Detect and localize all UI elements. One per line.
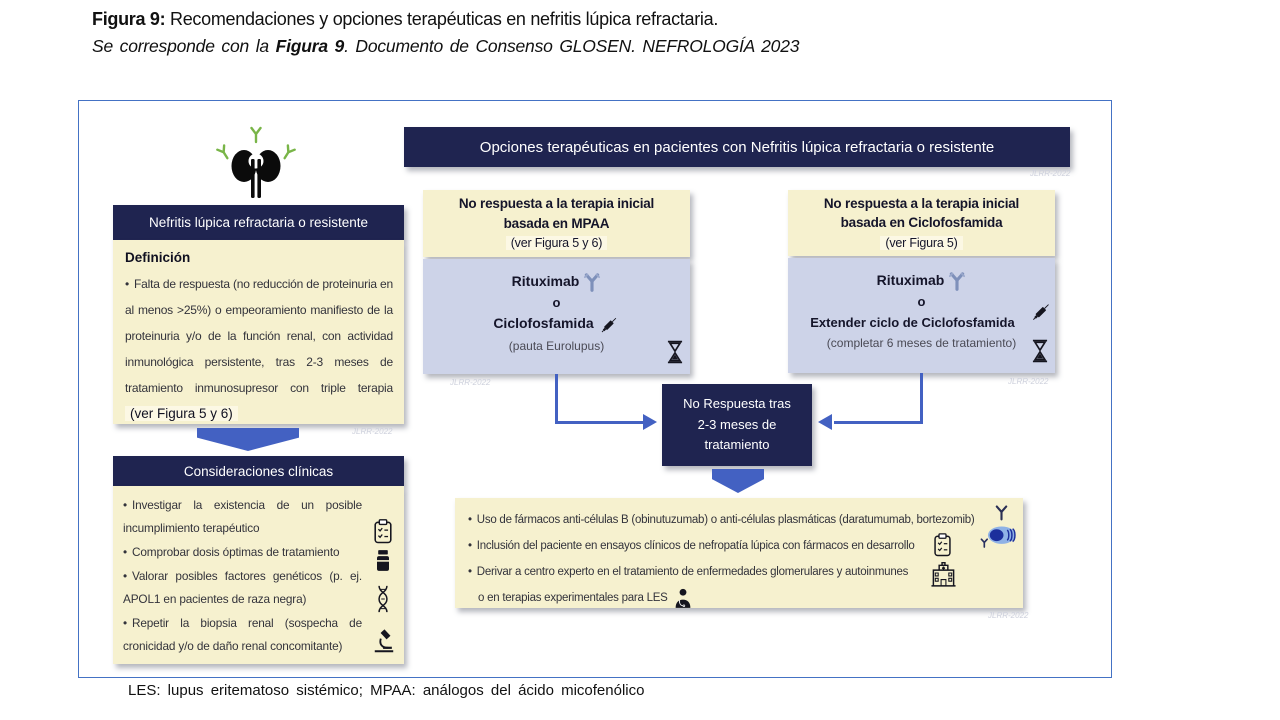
antibody-small-icon [994,504,1009,521]
treatment-option1: Rituximab [876,272,945,288]
condition-mpaa-text: No respuesta a la terapia inicial basada en MPAA [458,196,655,231]
treatment-connector: o [552,295,561,311]
subcaption-rest: . Documento de Consenso GLOSEN. NEFROLOGÍA 2023 [344,36,800,56]
consideration-text: Investigar la existencia de un posible incumplimiento terapéutico [123,498,362,535]
condition-cyc-ref: (ver Figura 5) [880,236,962,250]
option-text: Derivar a centro experto en el tratamiento de enfermedades glomerulares y autoinmunes [476,566,909,578]
syringe-icon [1029,300,1053,324]
option-item [468,585,1009,611]
option-item [468,507,1009,533]
plasma-cell-icon [977,522,1019,552]
definition-figure-ref: (ver Figura 5 y 6) [125,406,238,421]
subcaption-pre: Se corresponde con la [92,36,276,56]
option-text: Inclusión del paciente en ensayos clínicos de nefropatía lúpica con fármacos en desarrollo [476,540,915,552]
consideration-item [123,565,396,611]
refractory-options-box [455,498,1023,608]
option-item [468,533,1009,559]
considerations-box [113,486,404,664]
definition-text [125,271,393,427]
hospital-icon [930,560,957,587]
bullet: • [468,540,472,552]
option-item [468,559,1009,585]
treatment-note: (completar 6 meses de tratamiento) [826,336,1017,351]
figure-subcaption [92,36,799,57]
bullet: • [468,566,472,578]
antibody-icon [583,272,601,292]
condition-mpaa-ref: (ver Figura 5 y 6) [506,236,608,250]
arrowhead-right-icon [643,414,657,430]
consideration-item [123,541,396,564]
refractory-title: Nefritis lúpica refractaria o resistente [148,215,369,230]
watermark: JLRR-2022 [1008,377,1049,386]
bullet: • [123,616,127,630]
watermark: JLRR-2022 [1030,169,1071,178]
definition-heading: Definición [125,250,191,265]
hourglass-icon [1030,338,1050,364]
abbreviations-footnote: LES: lupus eritematoso sistémico; MPAA: análogos del ácido micofenólico [128,682,645,699]
no-response-text: No Respuesta tras 2-3 meses de tratamiento [683,395,791,453]
considerations-title-bar [113,456,404,486]
watermark: JLRR-2022 [988,611,1029,620]
treatment-option2: Ciclofosfamida [493,315,594,332]
treatment-note: (pauta Eurolupus) [508,338,605,353]
consideration-text: Comprobar dosis óptimas de tratamiento [131,545,340,559]
bullet: • [125,277,130,291]
considerations-title: Consideraciones clínicas [183,463,334,479]
figure-caption-label: Figura 9: [92,9,166,29]
bullet: • [123,545,127,559]
doctor-icon [674,588,692,608]
condition-cyc-text: No respuesta a la terapia inicial basada en Ciclofosfamida [823,195,1020,231]
watermark: JLRR-2022 [450,378,491,387]
pill-bottle-icon [375,548,391,573]
connector-line [555,374,558,424]
dna-icon [376,584,390,614]
diagram-title-bar [404,127,1070,167]
kidneys-antibody-icon [208,124,304,200]
figure-caption-text: Recomendaciones y opciones terapéuticas en nefritis lúpica refractaria. [165,9,719,29]
consideration-item [123,612,396,658]
no-response-box [662,384,812,466]
bullet: • [123,569,127,583]
condition-cyc-box [788,190,1055,256]
consideration-text: Valorar posibles factores genéticos (p. ej. APOL1 en pacientes de raza negra) [123,569,362,606]
option-text: Uso de fármacos anti-células B (obinutuzumab) o anti-células plasmáticas (daratumumab, bortezomib) [476,514,975,526]
antibody-icon [948,271,966,291]
arrowhead-left-icon [818,414,832,430]
checklist-icon [372,518,394,545]
connector-line [920,373,923,424]
consideration-text: Repetir la biopsia renal (sospecha de cronicidad y/o de daño renal concomitante) [123,616,362,653]
bullet: • [468,514,472,526]
condition-mpaa-box [423,190,690,257]
treatment-connector: o [917,294,926,310]
treatment-cyc-box [788,258,1055,373]
treatment-option1: Rituximab [511,273,580,289]
option-text: o en terapias experimentales para LES [478,592,668,604]
connector-line [834,421,923,424]
bullet: • [123,498,127,512]
subcaption-bold: Figura 9 [275,36,345,56]
treatment-option2: Extender ciclo de Ciclofosfamida [810,315,1015,331]
microscope-icon [372,626,396,653]
connector-line [555,421,645,424]
hourglass-icon [665,339,685,365]
treatment-mpaa-box [423,259,690,374]
watermark: JLRR-2022 [352,427,393,436]
definition-box [113,240,404,424]
figure-caption [92,9,718,30]
definition-body: Falta de respuesta (no reducción de proteinuria en al menos >25%) o empeoramiento manifiesto de la proteinuria y/o de la función renal, con actividad inmunológica persistente, tras 2-3 meses de tratamiento inmunosupresor con triple terapia [125,277,393,395]
consideration-item [123,494,396,540]
refractory-title-bar [113,205,404,240]
syringe-icon [598,314,620,336]
checklist-icon [932,532,953,558]
diagram-title: Opciones terapéuticas en pacientes con Nefritis lúpica refractaria o resistente [479,138,995,156]
